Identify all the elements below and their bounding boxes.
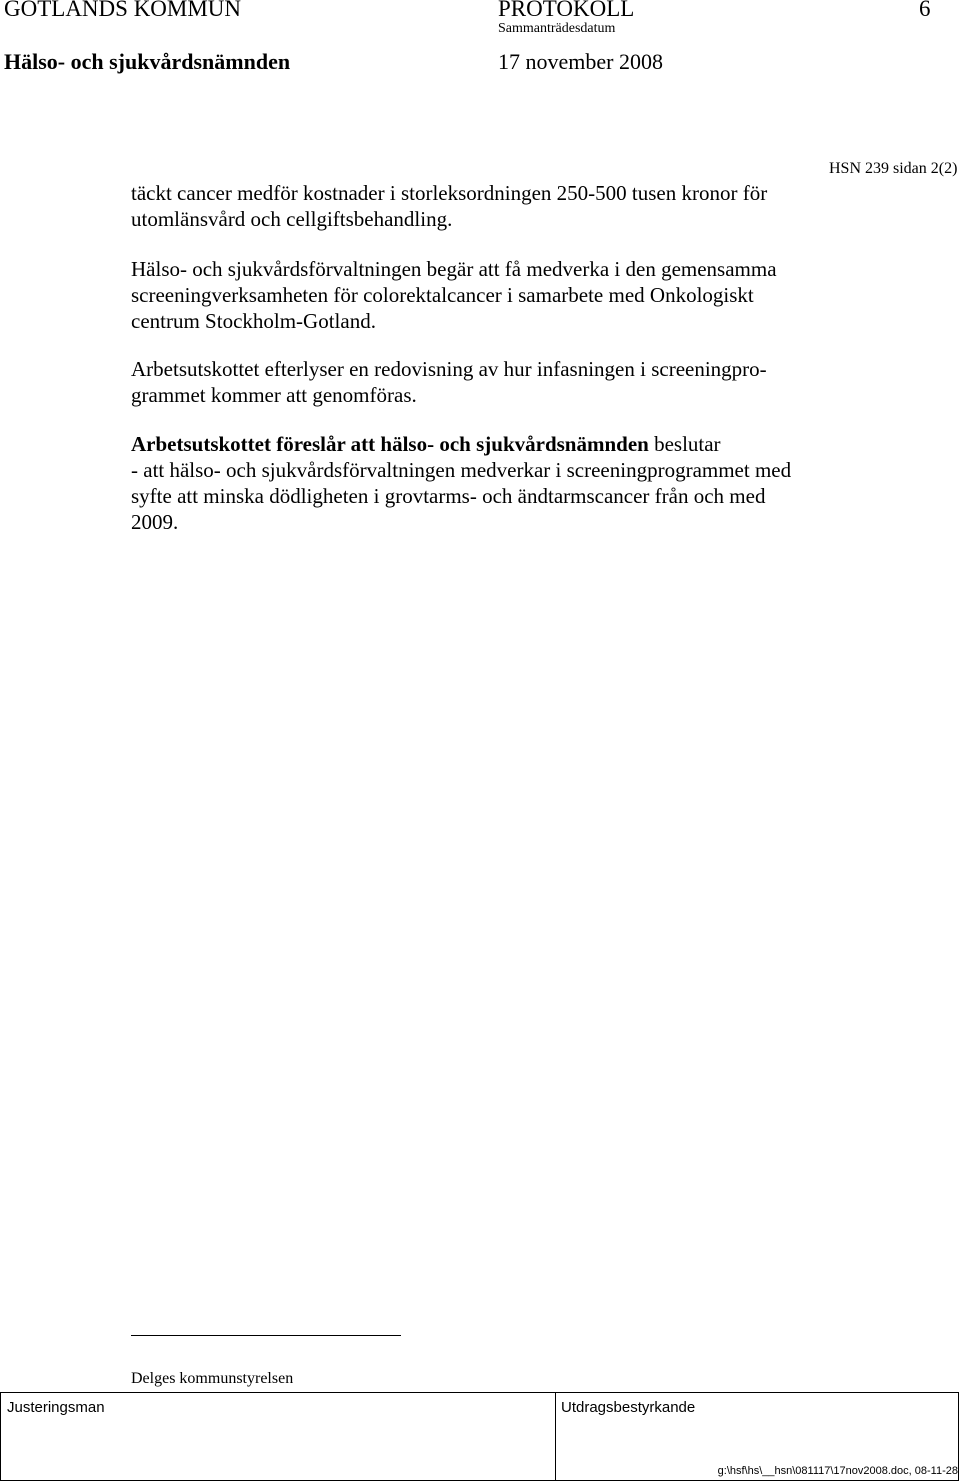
text-line: syfte att minska dödligheten i grovtarms- och ändtarmscancer från och med [131, 484, 766, 508]
text-line: - att hälso- och sjukvårdsförvaltningen medverkar i screeningprogrammet med [131, 458, 792, 482]
justeringsman-label: Justeringsman [7, 1399, 105, 1416]
proposal-heading [131, 431, 831, 457]
paragraph-proposal [131, 431, 831, 535]
paragraph-request [131, 256, 831, 334]
committee-name: Hälso- och sjukvårdsnämnden [4, 49, 291, 74]
proposal-lead-bold: Arbetsutskottet föreslår att hälso- och sjukvårdsnämnden [131, 432, 649, 456]
text-line: grammet kommer att genomföras. [131, 383, 417, 407]
utdragsbestyrkande-label: Utdragsbestyrkande [561, 1399, 696, 1416]
document-type: PROTOKOLL [498, 0, 635, 21]
text-line: Hälso- och sjukvårdsförvaltningen begär att få medverka i den gemensamma [131, 257, 777, 281]
proposal-lead-rest: beslutar [648, 432, 721, 456]
text-line: Arbetsutskottet efterlyser en redovisning av hur infasningen i screeningpro- [131, 357, 767, 381]
meeting-date: 17 november 2008 [498, 49, 663, 74]
organization-name: GOTLANDS KOMMUN [4, 0, 242, 21]
text-line: 2009. [131, 510, 179, 534]
signature-column-divider [555, 1393, 556, 1480]
text-line: screeningverksamheten för colorektalcancer i samarbete med Onkologiskt [131, 283, 754, 307]
file-path: g:\hsf\hs\__hsn\081117\17nov2008.doc, 08-11-28 [717, 1465, 958, 1477]
footnote-divider [131, 1335, 401, 1336]
paragraph-report-request [131, 356, 831, 408]
case-reference: HSN 239 sidan 2(2) [829, 160, 958, 177]
page-number: 6 [919, 0, 931, 21]
paragraph-cost [131, 180, 831, 232]
distribution-note: Delges kommunstyrelsen [131, 1370, 294, 1387]
text-line: utomlänsvård och cellgiftsbehandling. [131, 207, 453, 231]
meeting-date-label: Sammanträdesdatum [498, 21, 616, 36]
text-line: täckt cancer medför kostnader i storleksordningen 250-500 tusen kronor för [131, 181, 768, 205]
text-line: centrum Stockholm-Gotland. [131, 309, 376, 333]
